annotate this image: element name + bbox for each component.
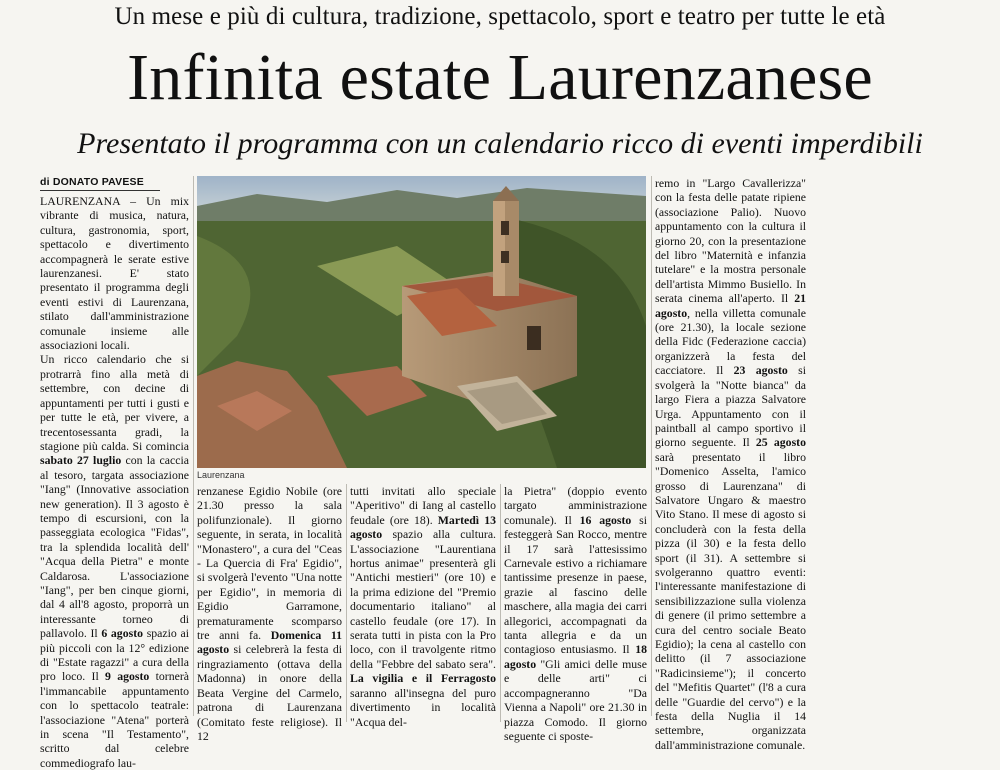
- column-3: [350, 484, 497, 729]
- photo-illustration: [197, 176, 646, 468]
- text: la Pietra" (doppio evento targato amministrazione comunale). Il: [504, 484, 647, 527]
- text: "Gli amici delle muse e delle arti" ci accompagneranno "Da Vienna a Napoli" ore 21.30 in piazza Comodo. Il giorno seguente ci sposte-: [504, 656, 647, 743]
- photo-caption: Laurenzana: [197, 470, 245, 480]
- text: si svolgerà la "Notte bianca" da largo Fiera a piazza Salvatore Urga. Appuntamento con il paintball al campo sportivo il giorno seguente. Il: [655, 363, 807, 450]
- text: remo in "Largo Cavallerizza" con la festa delle patate ripiene (associazione Palio). Nuovo appuntamento con la cultura il giorno 20, con la presentazione del libro "Maternità e infanzia tutelare" e la mostra personale dell'artista Mimmo Busiello. In serata cinema all'aperto. Il: [655, 176, 806, 306]
- bold-date: 23 agosto: [733, 363, 788, 378]
- column-5: [655, 176, 807, 752]
- paragraph: [350, 484, 496, 729]
- text: sarà presentato il libro "Domenico Asselta, l'amico grosso di Laurenzana" di Salvatore Ungaro & maestro Vito Stano. Il mese di agosto si concluderà con la festa della pizza (il 30) e la festa dello sport (il 31). A settembre si svolgeranno quattro eventi: l'interessante manifestazione di sensibilizzazione sulla violenza di genere (il primo settembre a cura del centro sociale Beato Egidio); la cena al castello con delitto (il 7 associazione "Radicinsieme"); il concerto del "Mefitis Quartet" (l'8 a cura delle "Guardie del cervo") e la festa della Nuglia il 14 settembre, organizzata dall'amministrazione comunale.: [655, 449, 806, 752]
- text: spazio ai più piccoli con la 12° edizione di "Estate ragazzi" a cura della pro loco. Il: [40, 626, 189, 684]
- bold-date: 9 agosto: [105, 669, 150, 684]
- headline: Infinita estate Laurenzanese: [127, 41, 873, 114]
- bold-date: 18 agosto: [504, 642, 647, 671]
- bold-date: 21 agosto: [655, 291, 806, 320]
- text: renzanese Egidio Nobile (ore 21.30 presso la sala polifunzionale). Il giorno seguente, in serata, in località "Monastero", a cura del "Ceas - La Quercia di Fra' Egidio", si svolgerà l'evento "Una notte per Egidio", in memoria di Egidio Garramone, prematuramente scomparso tre anni fa.: [197, 484, 342, 643]
- column-rule: [500, 484, 501, 722]
- paragraph: LAURENZANA – Un mix vibrante di musica, natura, cultura, gastronomia, sport, spettacolo e divertimento accompagnerà le serate estive laurenzanesi. E' stato presentato il programma degli eventi estivi di Laurenzana, stilato dall'amministrazione comunale insieme alle associazioni locali.: [40, 194, 189, 353]
- column-rule: [651, 176, 652, 716]
- paragraph: [40, 352, 189, 770]
- bold-date: 25 agosto: [755, 435, 806, 450]
- photo-laurenzana: [197, 176, 646, 468]
- bold-date: Martedì 13 agosto: [350, 512, 496, 542]
- paragraph: [504, 484, 647, 743]
- subheadline: Presentato il programma con un calendario ricco di eventi imperdibili: [77, 127, 923, 160]
- text: , nella villetta comunale (ore 21.30), la locale sezione della Fidc (Federazione caccia) organizzerà la festa del cacciatore. Il: [655, 305, 806, 378]
- column-rule: [193, 176, 194, 716]
- column-rule: [346, 484, 347, 722]
- paragraph: [655, 176, 806, 752]
- text: si festeggerà San Rocco, mentre il 17 sarà l'attesissimo Carnevale estivo a richiamare tantissime presenze in paese, grazie al fascino delle maschere, alla magia dei carri allegorici, accompagnati da tanta allegria e da un contagioso entusiasmo. Il: [504, 512, 648, 657]
- text: tutti invitati allo speciale "Aperitivo" di Iang al castello feudale (ore 18).: [350, 484, 496, 527]
- kicker: Un mese e più di cultura, tradizione, spettacolo, sport e teatro per tutte le età: [114, 3, 886, 30]
- column-1: [40, 194, 190, 770]
- paragraph: [197, 484, 342, 743]
- column-2: [197, 484, 342, 743]
- text: Un ricco calendario che si protrarrà fino alla metà di settembre, con decine di appuntamenti per tutti i gusti e per tutte le età, per vivere, a trecentosessanta gradi, la stagione più calda. Si comincia: [40, 352, 189, 453]
- bold-date: 16 agosto: [579, 512, 632, 527]
- text: con la caccia al tesoro, targata associazione "Iang" (Innovative association new generation). Il 3 agosto è tempo di escursioni, con la passeggiata ecologica "Fidas", tra la splendida località dell' "Acqua della Pietra" e monte Caldarosa. L'associazione "Iang", per ben cinque giorni, dal 4 all'8 agosto, proporrà un interessante torneo di pallavolo. Il: [40, 453, 189, 641]
- text: saranno all'insegna del puro divertimento in località "Acqua del-: [350, 685, 496, 729]
- column-4: [504, 484, 648, 743]
- text: tornerà l'immancabile appuntamento con lo spettacolo teatrale: l'associazione "Atena" porterà in scena "Il Testamento", scritto dal celebre commediografo lau-: [40, 669, 190, 770]
- bold-date: La vigilia e il Ferragosto: [350, 671, 496, 686]
- byline: di DONATO PAVESE: [40, 176, 160, 191]
- bold-date: Domenica 11 agosto: [197, 628, 342, 657]
- text: si celebrerà la festa di ringraziamento (ottava della Madonna) in onore della Beata Vergine del Carmelo, patrona di Laurenzana (Comitato feste religiose). Il 12: [197, 642, 342, 743]
- text: spazio alla cultura. L'associazione "Laurentiana hortus animae" presenterà gli "Antichi mestieri" (ore 10) e la prima edizione del "Premio documentario italiano" al castello feudale (ore 17). In serata tutti in pista con la Pro loco, con il travolgente ritmo della "Febbre del sabato sera".: [350, 527, 497, 671]
- bold-date: 6 agosto: [101, 626, 144, 641]
- bold-date: sabato 27 luglio: [40, 453, 122, 468]
